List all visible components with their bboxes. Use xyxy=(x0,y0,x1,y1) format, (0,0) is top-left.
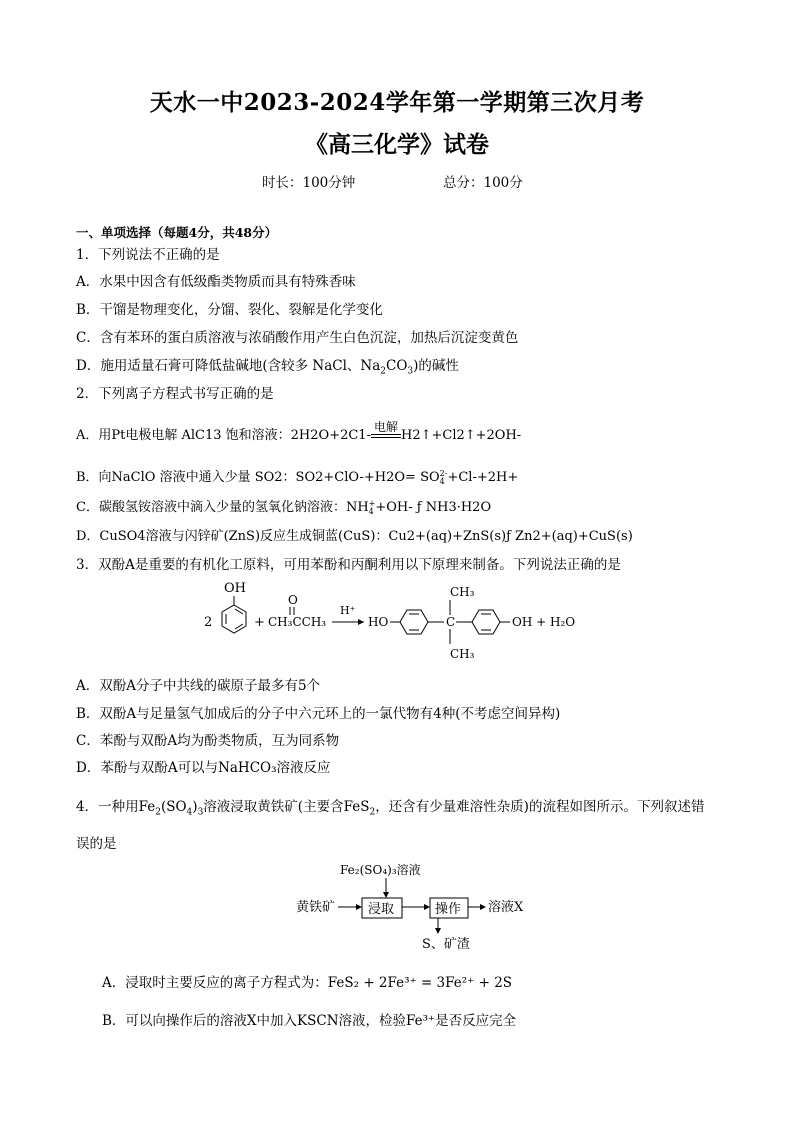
product-tail-label: OH + H₂O xyxy=(512,615,576,629)
byproduct-label: S、矿渣 xyxy=(422,937,470,952)
reagent-label: Fe₂(SO₄)₃溶液 xyxy=(340,863,421,877)
q1-option-b: B．干馏是物理变化，分馏、裂化、裂解是化学变化 xyxy=(76,302,383,318)
carbonyl-oxygen-label: O xyxy=(288,593,298,607)
q3-option-b: B．双酚A与足量氢气加成后的分子中六元环上的一氯代物有4种(不考虑空间异构) xyxy=(76,706,561,722)
electrolysis-condition: 电解 xyxy=(373,420,398,434)
leaching-flowchart xyxy=(292,856,552,954)
q3-option-a: A．双酚A分子中共线的碳原子最多有5个 xyxy=(76,678,321,694)
q3-stem: 3．双酚A是重要的有机化工原料，可用苯酚和丙酮利用以下原理来制备。下列说法正确的是 xyxy=(76,557,621,573)
q1-option-d: D．施用适量石膏可降低盐碱地(含较多 NaCl、$Na_2CO_3$)的碱性 xyxy=(76,358,459,377)
exam-subtitle: 《高三化学》试卷 xyxy=(305,131,489,158)
q2-option-d: D．CuSO4溶液与闪锌矿(ZnS)反应生成铜蓝(CuS)：Cu2+(aq)+ZnS(s)ƒ Zn2+(aq)+CuS(s) xyxy=(76,529,633,544)
exam-duration: 时长：100分钟 xyxy=(262,175,356,191)
output-label: 溶液X xyxy=(488,900,524,915)
phenol-oh-label: OH xyxy=(224,581,246,596)
q2-stem: 2．下列离子方程式书写正确的是 xyxy=(76,386,274,402)
q1-stem: 1．下列说法不正确的是 xyxy=(76,247,220,263)
leach-step-label: 浸取 xyxy=(368,902,395,917)
catalyst-label: H⁺ xyxy=(340,604,356,617)
q3-option-c: C．苯酚与双酚A均为酚类物质，互为同系物 xyxy=(76,733,340,749)
q4-option-a: A．浸取时主要反应的离子方程式为：FeS₂ + 2Fe³⁺ = 3Fe²⁺ + 2S xyxy=(102,975,513,991)
methyl-top-label: CH₃ xyxy=(450,585,475,599)
central-carbon-label: C xyxy=(446,615,456,629)
operation-step-label: 操作 xyxy=(435,902,462,917)
exam-title: 天水一中2023-2024学年第一学期第三次月考 xyxy=(149,89,645,116)
q4-option-b: B．可以向操作后的溶液X中加入KSCN溶液，检验Fe³⁺是否反应完全 xyxy=(102,1013,517,1029)
q4-stem-line2: 误的是 xyxy=(76,836,117,852)
q2-option-a: A．用Pt电极电解 AlC13 饱和溶液：2H2O+2C1- 电解 H2↑+Cl2↑+2OH- xyxy=(76,420,522,443)
q1-option-a: A．水果中因含有低级酯类物质而具有特殊香味 xyxy=(76,274,356,290)
bisphenol-a-reaction-scheme xyxy=(196,578,596,666)
q1-option-c: C．含有苯环的蛋白质溶液与浓硝酸作用产生白色沉淀，加热后沉淀变黄色 xyxy=(76,330,519,346)
input-label: 黄铁矿 xyxy=(296,900,336,915)
coefficient-2: 2 xyxy=(204,615,213,630)
section-heading: 一、单项选择（每题4分，共48分） xyxy=(76,225,278,240)
exam-total-score: 总分：100分 xyxy=(443,175,523,191)
q2-option-b: B．向NaClO 溶液中通入少量 SO2：SO2+ClO-+H2O= SO 2- 4 +Cl-+2H+ xyxy=(76,468,519,486)
q4-stem: 4．一种用$Fe_2(SO_4)_3$溶液浸取黄铁矿(主要含FeS$_2$，还含有少量难溶性杂质)的流程如图所示。下列叙述错 xyxy=(76,799,705,818)
q2-option-c: C．碳酸氢铵溶液中滴入少量的氢氧化钠溶液：NH + 4 +OH- ƒ NH3·H2O xyxy=(76,498,492,516)
plus-sign: + xyxy=(254,615,265,630)
q3-option-d: D．苯酚与双酚A可以与NaHCO₃溶液反应 xyxy=(76,760,331,776)
product-ho-label: HO xyxy=(368,615,389,629)
acetone-formula: CH₃CCH₃ xyxy=(268,615,327,629)
methyl-bottom-label: CH₃ xyxy=(450,647,475,661)
